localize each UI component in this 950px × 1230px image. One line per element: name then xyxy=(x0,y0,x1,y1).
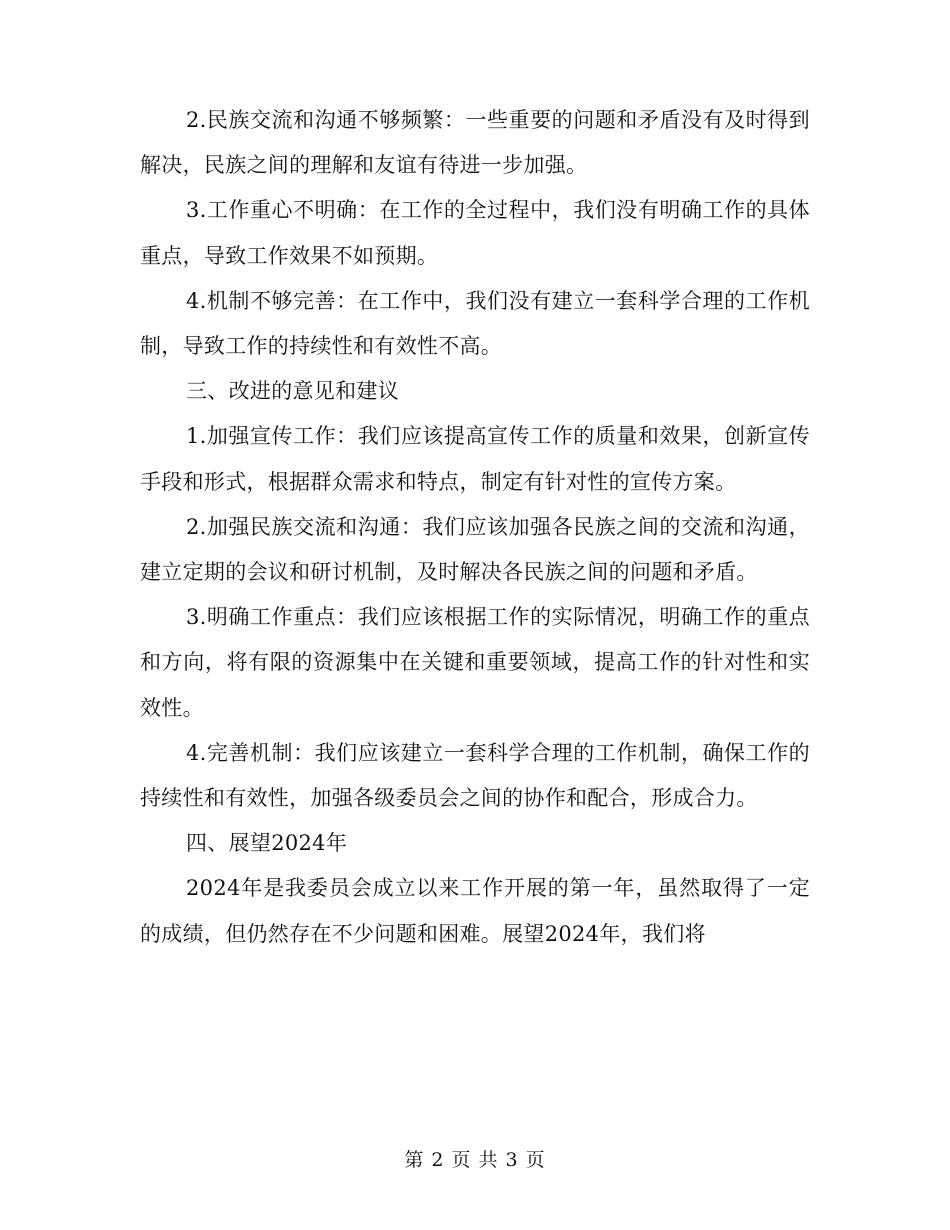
paragraph-suggestion-1: 1.加强宣传工作：我们应该提高宣传工作的质量和效果，创新宣传手段和形式，根据群众需求和特点，制定有针对性的宣传方案。 xyxy=(140,424,810,494)
document-body xyxy=(140,98,810,957)
paragraph-issue-2: 2.民族交流和沟通不够频繁：一些重要的问题和矛盾没有及时得到解决，民族之间的理解和友谊有待进一步加强。 xyxy=(140,108,810,178)
section-heading-outlook: 四、展望2024年 xyxy=(186,831,348,856)
paragraph-suggestion-2: 2.加强民族交流和沟通：我们应该加强各民族之间的交流和沟通，建立定期的会议和研讨机制，及时解决各民族之间的问题和矛盾。 xyxy=(140,514,810,585)
section-heading-suggestions: 三、改进的意见和建议 xyxy=(186,379,399,404)
paragraph-suggestion-3: 3.明确工作重点：我们应该根据工作的实际情况，明确工作的重点和方向，将有限的资源集中在关键和重要领域，提高工作的针对性和实效性。 xyxy=(140,605,810,720)
page-number-footer: 第 2 页 共 3 页 xyxy=(404,1149,546,1171)
paragraph-issue-3: 3.工作重心不明确：在工作的全过程中，我们没有明确工作的具体重点，导致工作效果不如预期。 xyxy=(140,198,810,268)
paragraph-outlook: 2024年是我委员会成立以来工作开展的第一年，虽然取得了一定的成绩，但仍然存在不少问题和困难。展望2024年，我们将 xyxy=(140,876,810,946)
paragraph-issue-4: 4.机制不够完善：在工作中，我们没有建立一套科学合理的工作机制，导致工作的持续性和有效性不高。 xyxy=(140,288,810,359)
paragraph-suggestion-4: 4.完善机制：我们应该建立一套科学合理的工作机制，确保工作的持续性和有效性，加强各级委员会之间的协作和配合，形成合力。 xyxy=(140,740,810,811)
